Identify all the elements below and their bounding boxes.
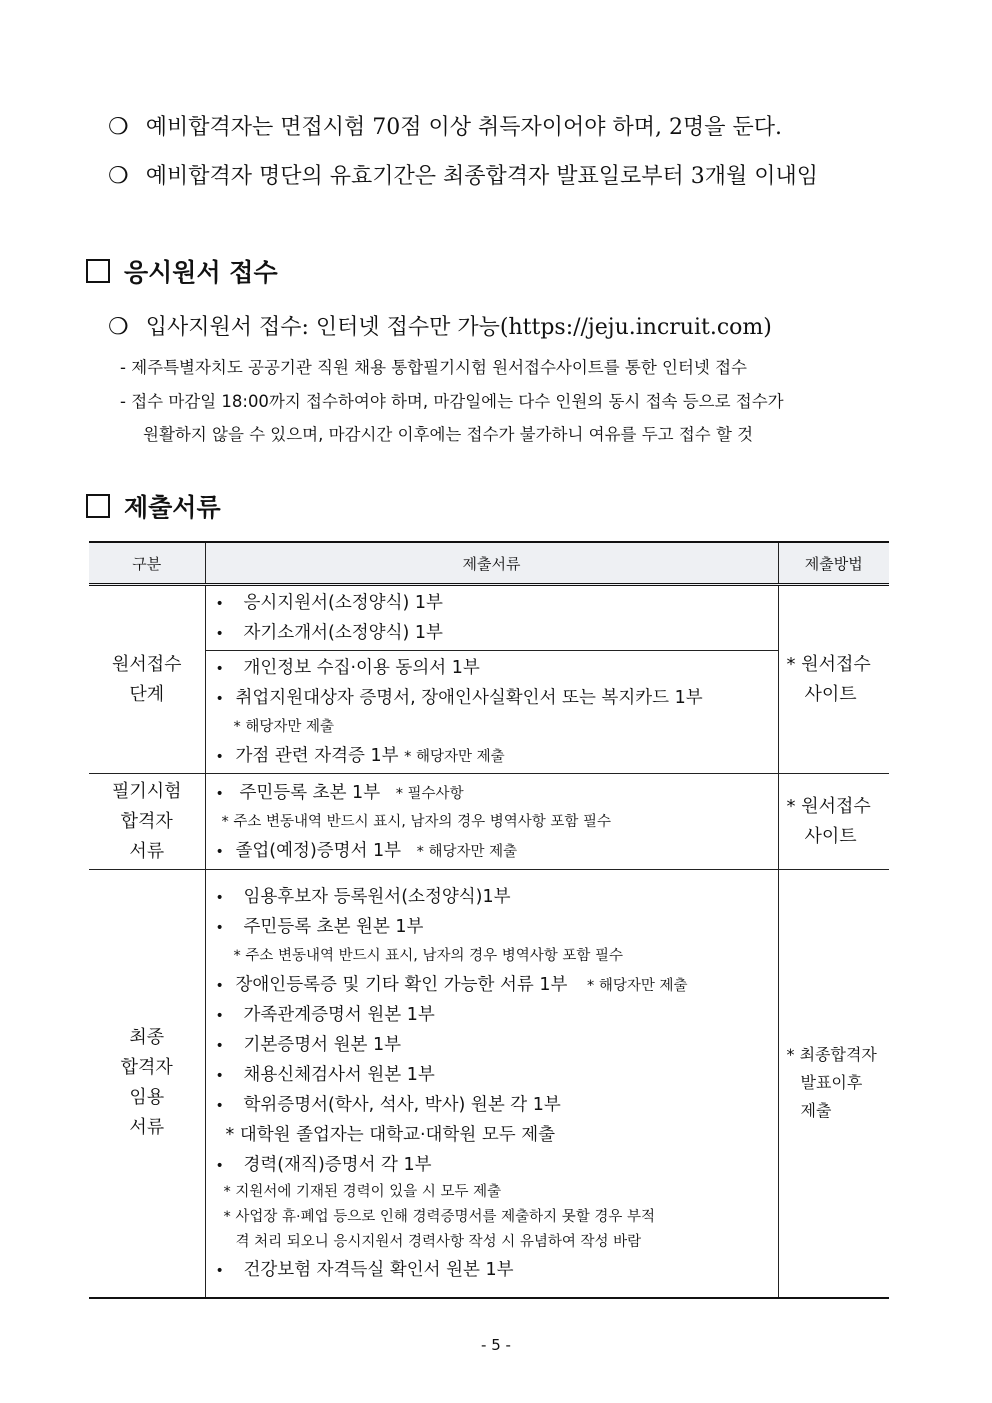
note-text: * 해당자만 제출: [586, 977, 688, 994]
bullet-dot-icon: •: [215, 1067, 224, 1084]
header-documents: 제출서류: [205, 542, 778, 585]
row-method: [778, 774, 889, 870]
table-row: [89, 870, 889, 1298]
list-item: • 건강보험 자격득실 확인서 원본 1부: [216, 1255, 778, 1285]
list-item: • 주민등록 초본 원본 1부: [216, 912, 778, 942]
note-text: * 필수사항: [395, 785, 464, 802]
bullet-dot-icon: •: [215, 1262, 224, 1279]
application-sub-1: - 제주특별자치도 공공기관 직원 채용 통합필기시험 원서접수사이트를 통한 인터넷 접수: [120, 358, 747, 377]
row-category: [89, 585, 205, 774]
bullet-dot-icon: •: [215, 919, 224, 936]
list-item: • 취업지원대상자 증명서, 장애인사실확인서 또는 복지카드 1부: [216, 683, 778, 713]
intro-text-2: 예비합격자 명단의 유효기간은 최종합격자 발표일로부터 3개월 이내임: [145, 164, 818, 189]
table-header-row: [89, 542, 889, 585]
category-line: 필기시험: [111, 780, 182, 802]
row-documents: [205, 774, 778, 870]
method-line: 제출: [800, 1101, 832, 1121]
note-text: 격 처리 되오니 응시지원서 경력사항 작성 시 유념하여 작성 바람: [235, 1233, 642, 1250]
note-text: * 지원서에 기재된 경력이 있을 시 모두 제출: [223, 1183, 502, 1200]
method-line: 발표이후: [800, 1073, 863, 1093]
section-title: 응시원서 접수: [124, 258, 278, 287]
section-heading-application: [86, 253, 278, 289]
section-title: 제출서류: [124, 493, 221, 522]
page-number: - 5 -: [481, 1336, 511, 1354]
list-item: • 가족관계증명서 원본 1부: [216, 1000, 778, 1030]
list-item: • 임용후보자 등록원서(소정양식)1부: [216, 882, 778, 912]
list-item: • 주민등록 초본 1부 * 필수사항: [216, 778, 778, 808]
table-row: [89, 774, 889, 870]
intro-text-1: 예비합격자는 면접시험 70점 이상 취득자이어야 하며, 2명을 둔다.: [145, 115, 782, 140]
application-text: 입사지원서 접수: 인터넷 접수만 가능(https://jeju.incruit.com): [145, 315, 772, 340]
application-sub-3: 원활하지 않을 수 있으며, 마감시간 이후에는 접수가 불가하니 여유를 두고 접수 할 것: [143, 425, 754, 444]
method-line: 사이트: [804, 825, 857, 847]
list-item: • 응시지원서(소정양식) 1부: [216, 588, 778, 618]
bullet-dot-icon: •: [215, 843, 224, 860]
list-item: • 장애인등록증 및 기타 확인 가능한 서류 1부 * 해당자만 제출: [216, 970, 778, 1000]
note-text: * 주소 변동내역 반드시 표시, 남자의 경우 병역사항 포함 필수: [233, 947, 624, 964]
category-line: 임용: [129, 1087, 165, 1109]
list-item: • 학위증명서(학사, 석사, 박사) 원본 각 1부: [216, 1090, 778, 1120]
list-item: • 채용신체검사서 원본 1부: [216, 1060, 778, 1090]
method-line: 사이트: [804, 683, 857, 705]
method-line: * 최종합격자: [786, 1045, 877, 1065]
category-line: 최종: [129, 1027, 165, 1049]
bullet-dot-icon: •: [215, 596, 224, 612]
category-line: 단계: [129, 683, 165, 705]
documents-table: [89, 541, 889, 1299]
note-text: * 주소 변동내역 반드시 표시, 남자의 경우 병역사항 포함 필수: [221, 813, 612, 830]
bullet-dot-icon: •: [215, 626, 224, 642]
bullet-dot-icon: •: [215, 1037, 224, 1054]
list-item: • 가점 관련 자격증 1부 * 해당자만 제출: [216, 741, 778, 771]
note-text: * 해당자만 제출: [416, 843, 518, 860]
row-category: [89, 870, 205, 1298]
documents-group-a: [206, 586, 778, 651]
checkbox-square-icon: [86, 494, 110, 518]
note-text: * 대학원 졸업자는 대학교·대학원 모두 제출: [225, 1124, 556, 1145]
header-category: 구분: [89, 542, 205, 585]
row-method: [778, 585, 889, 774]
category-line: 원서접수: [111, 653, 182, 675]
bullet-dot-icon: •: [215, 1157, 224, 1174]
bullet-dot-icon: •: [215, 1097, 224, 1114]
intro-item-1: [108, 110, 782, 141]
application-item: [108, 310, 772, 341]
bullet-dot-icon: •: [215, 691, 224, 707]
method-line: * 원서접수: [786, 653, 871, 675]
category-line: 합격자: [120, 810, 173, 832]
bullet-dot-icon: •: [215, 661, 224, 677]
row-documents: [205, 585, 778, 774]
category-line: 합격자: [120, 1057, 173, 1079]
note-text: * 해당자만 제출: [233, 719, 335, 735]
bullet-dot-icon: •: [215, 749, 224, 765]
row-category: [89, 774, 205, 870]
intro-item-2: [108, 159, 818, 190]
row-documents: [205, 870, 778, 1298]
application-sub-2: - 접수 마감일 18:00까지 접수하여야 하며, 마감일에는 다수 인원의 동시 접속 등으로 접수가: [120, 392, 784, 411]
bullet-dot-icon: •: [215, 1007, 224, 1024]
bullet-dot-icon: •: [215, 785, 224, 802]
documents-group-b: [206, 651, 778, 773]
list-item: • 경력(재직)증명서 각 1부: [216, 1150, 778, 1180]
bullet-dot-icon: •: [215, 889, 224, 906]
method-line: * 원서접수: [786, 795, 871, 817]
note-text: * 해당자만 제출: [404, 749, 505, 765]
list-item: • 기본증명서 원본 1부: [216, 1030, 778, 1060]
circle-bullet-icon: ❍: [108, 163, 129, 189]
list-item: • 개인정보 수집·이용 동의서 1부: [216, 653, 778, 683]
list-item: • 자기소개서(소정양식) 1부: [216, 618, 778, 648]
table-row: [89, 585, 889, 774]
category-line: 서류: [129, 840, 165, 862]
note-text: * 사업장 휴·폐업 등으로 인해 경력증명서를 제출하지 못할 경우 부적: [223, 1208, 656, 1225]
circle-bullet-icon: ❍: [108, 114, 129, 140]
category-line: 서류: [129, 1117, 165, 1139]
checkbox-square-icon: [86, 259, 110, 283]
circle-bullet-icon: ❍: [108, 314, 129, 340]
section-heading-documents: [86, 488, 221, 524]
bullet-dot-icon: •: [215, 977, 224, 994]
row-method: [778, 870, 889, 1298]
header-method: 제출방법: [778, 542, 889, 585]
list-item: • 졸업(예정)증명서 1부 * 해당자만 제출: [216, 836, 778, 866]
